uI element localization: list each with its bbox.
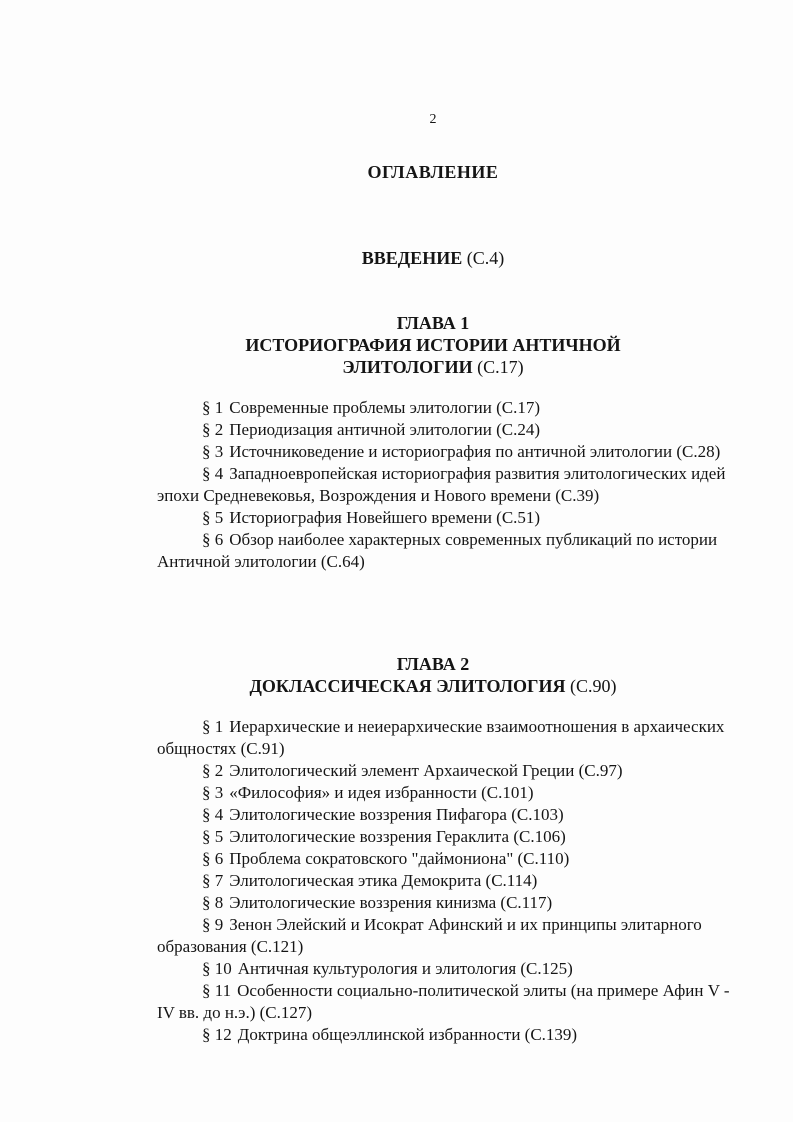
section-title: Особенности социально-политической элиты (на примере Афин V - IV вв. до н.э.) (С.127) — [157, 981, 730, 1022]
introduction-page: (С.4) — [466, 248, 505, 268]
section-title: Зенон Элейский и Исократ Афинский и их принципы элитарного образования (С.121) — [157, 915, 702, 956]
section-number: § 6 — [202, 530, 224, 549]
chapter-1-label: ГЛАВА 1 — [396, 313, 470, 333]
section-number: § 6 — [202, 849, 224, 868]
section-number: § 1 — [202, 717, 224, 736]
chapter-2-label: ГЛАВА 2 — [396, 654, 470, 674]
toc-introduction — [0, 248, 793, 269]
chapter-1-heading — [0, 312, 793, 378]
toc-section-item — [157, 980, 737, 1024]
toc-section-item — [157, 892, 737, 914]
section-title: Современные проблемы элитологии (С.17) — [229, 398, 541, 417]
chapter-2-sections — [157, 716, 737, 1046]
section-number: § 4 — [202, 464, 224, 483]
chapter-2-heading — [0, 653, 793, 697]
section-number: § 4 — [202, 805, 224, 824]
toc-section-item — [157, 397, 737, 419]
page-number: 2 — [429, 112, 437, 127]
section-title: Доктрина общеэллинской избранности (С.139) — [237, 1025, 578, 1044]
section-number: § 10 — [202, 959, 232, 978]
toc-section-item — [157, 782, 737, 804]
section-title: Элитологические воззрения Пифагора (С.103) — [229, 805, 564, 824]
section-title: Элитологические воззрения кинизма (С.117) — [229, 893, 553, 912]
chapter-1-title-line1: ИСТОРИОГРАФИЯ ИСТОРИИ АНТИЧНОЙ — [245, 335, 621, 355]
section-number: § 11 — [202, 981, 232, 1000]
toc-section-item — [157, 529, 737, 573]
toc-section-item — [157, 1024, 737, 1046]
section-number: § 5 — [202, 508, 224, 527]
section-number: § 12 — [202, 1025, 232, 1044]
toc-section-item — [157, 760, 737, 782]
chapter-2-title: ДОКЛАССИЧЕСКАЯ ЭЛИТОЛОГИЯ — [249, 676, 566, 696]
section-number: § 9 — [202, 915, 224, 934]
section-title: «Философия» и идея избранности (С.101) — [229, 783, 534, 802]
section-title: Античная культурология и элитология (С.125) — [237, 959, 573, 978]
toc-section-item — [157, 507, 737, 529]
section-title: Элитологическая этика Демокрита (С.114) — [229, 871, 538, 890]
toc-section-item — [157, 826, 737, 848]
section-title: Западноевропейская историография развития элитологических идей эпохи Средневековья, Возрождения и Нового времени (С.39) — [157, 464, 726, 505]
chapter-2-page: (С.90) — [569, 676, 617, 696]
chapter-1-title-line2: ЭЛИТОЛОГИИ — [342, 357, 473, 377]
section-number: § 2 — [202, 420, 224, 439]
section-number: § 7 — [202, 871, 224, 890]
toc-section-item — [157, 419, 737, 441]
section-title: Источниковедение и историография по античной элитологии (С.28) — [229, 442, 721, 461]
toc-section-item — [157, 914, 737, 958]
section-title: Элитологические воззрения Гераклита (С.106) — [229, 827, 566, 846]
toc-section-item — [157, 463, 737, 507]
section-title: Элитологический элемент Архаической Греции (С.97) — [229, 761, 623, 780]
section-title: Периодизация античной элитологии (С.24) — [229, 420, 540, 439]
toc-section-item — [157, 804, 737, 826]
toc-section-item — [157, 716, 737, 760]
section-title: Проблема сократовского "даймониона" (С.110) — [229, 849, 570, 868]
introduction-label: ВВЕДЕНИЕ — [361, 248, 463, 268]
section-number: § 8 — [202, 893, 224, 912]
section-title: Иерархические и неиерархические взаимоотношения в архаических общностях (С.91) — [157, 717, 725, 758]
section-title: Историография Новейшего времени (С.51) — [229, 508, 541, 527]
chapter-1-sections — [157, 397, 737, 573]
toc-section-item — [157, 958, 737, 980]
toc-section-item — [157, 870, 737, 892]
chapter-1-page: (С.17) — [477, 357, 524, 377]
section-number: § 1 — [202, 398, 224, 417]
section-title: Обзор наиболее характерных современных публикаций по истории Античной элитологии (С.64) — [157, 530, 718, 571]
toc-section-item — [157, 441, 737, 463]
section-number: § 5 — [202, 827, 224, 846]
section-number: § 3 — [202, 783, 224, 802]
toc-section-item — [157, 848, 737, 870]
section-number: § 2 — [202, 761, 224, 780]
toc-title: ОГЛАВЛЕНИЕ — [367, 162, 499, 182]
section-number: § 3 — [202, 442, 224, 461]
